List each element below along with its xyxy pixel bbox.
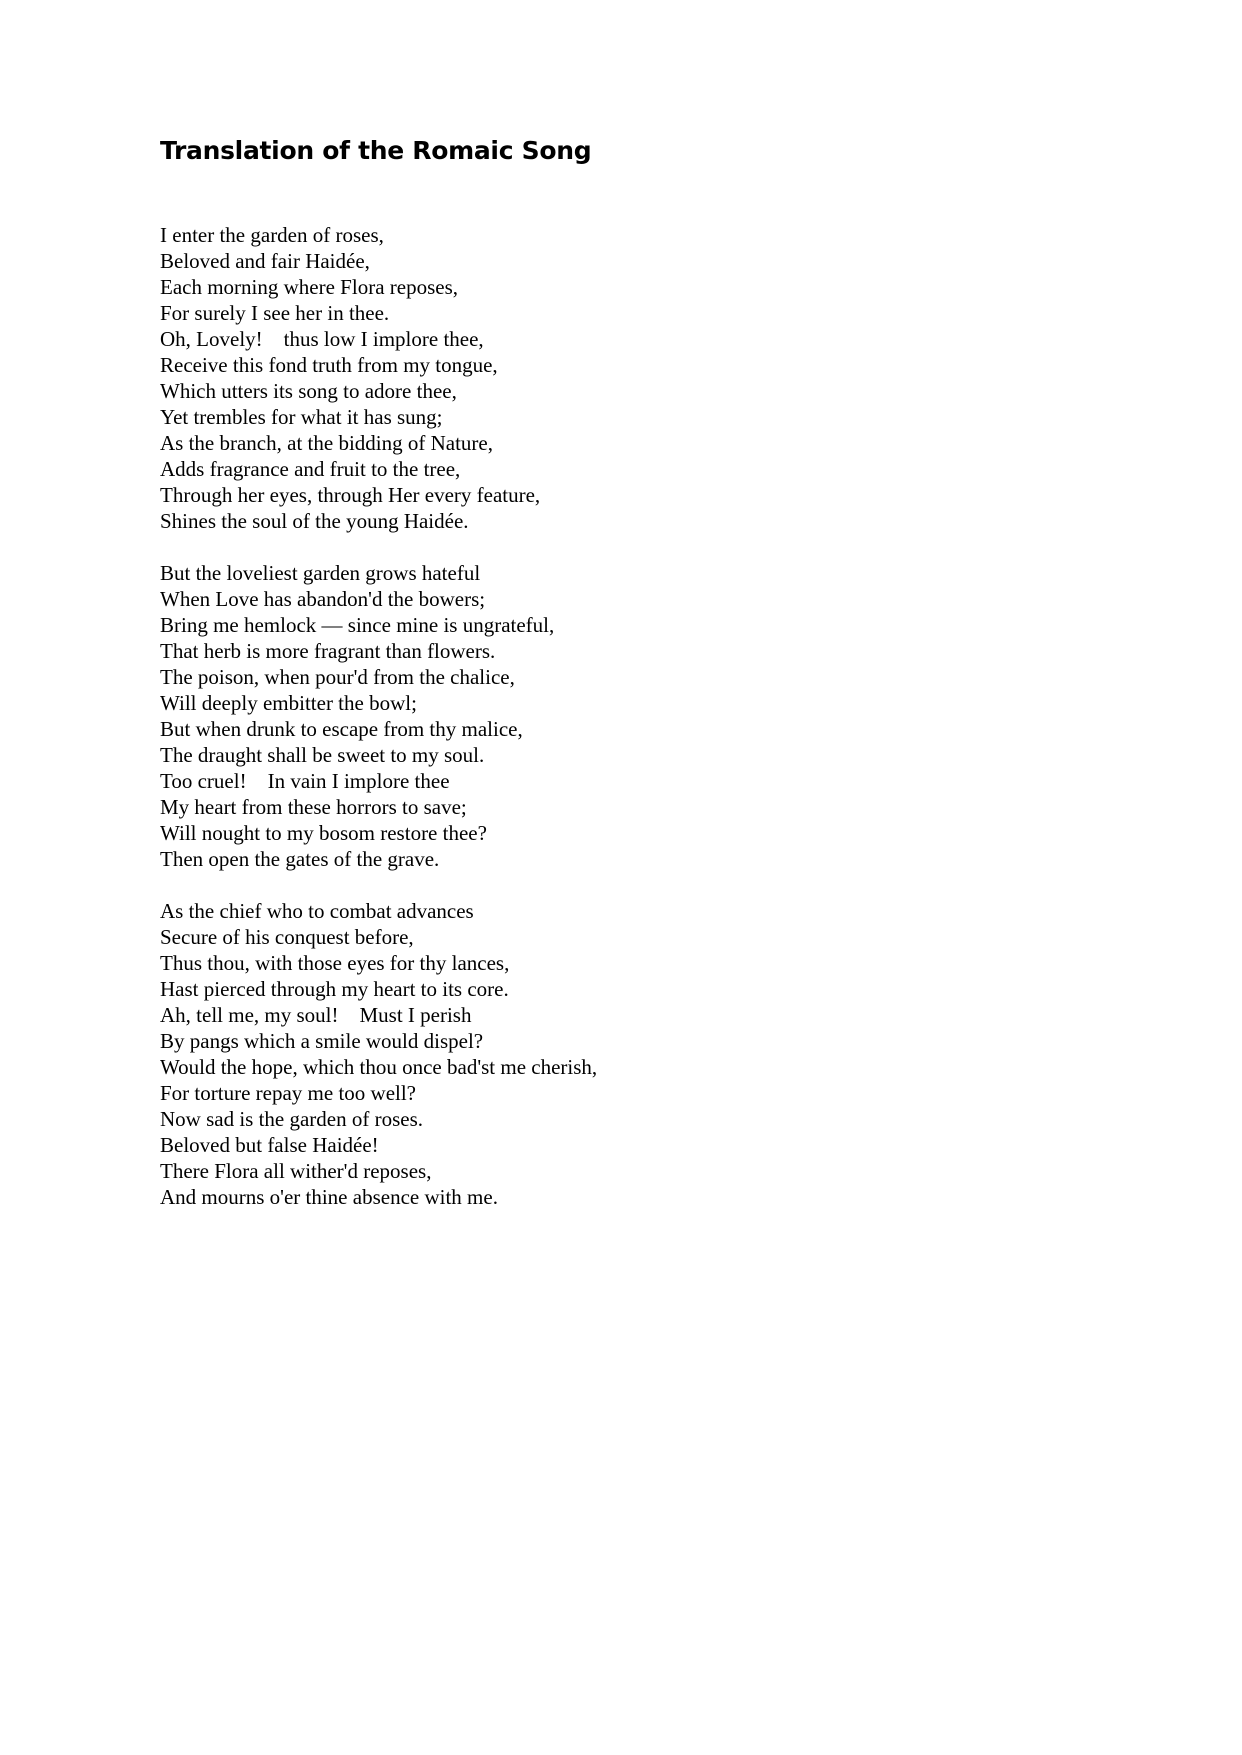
poem-line: Yet trembles for what it has sung; xyxy=(160,405,443,429)
stanza-2 xyxy=(160,560,597,872)
poem-line: Will deeply embitter the bowl; xyxy=(160,691,417,715)
poem-line: There Flora all wither'd reposes, xyxy=(160,1159,432,1183)
poem-line: The draught shall be sweet to my soul. xyxy=(160,743,485,767)
poem-line: Then open the gates of the grave. xyxy=(160,847,440,871)
poem-line: As the chief who to combat advances xyxy=(160,899,474,923)
poem-line: Too cruel! In vain I implore thee xyxy=(160,769,450,793)
poem-line: Now sad is the garden of roses. xyxy=(160,1107,424,1131)
document-title: Translation of the Romaic Song xyxy=(160,136,592,165)
poem-line: Which utters its song to adore thee, xyxy=(160,379,457,403)
poem-line: But when drunk to escape from thy malice, xyxy=(160,717,523,741)
stanza-1 xyxy=(160,222,597,534)
poem-line: Beloved and fair Haidée, xyxy=(160,249,370,273)
poem-line: As the branch, at the bidding of Nature, xyxy=(160,431,493,455)
poem-line: Beloved but false Haidée! xyxy=(160,1133,379,1157)
poem-line: Bring me hemlock — since mine is ungrateful, xyxy=(160,613,555,637)
poem-line: For torture repay me too well? xyxy=(160,1081,416,1105)
poem-line: By pangs which a smile would dispel? xyxy=(160,1029,484,1053)
poem-line: Adds fragrance and fruit to the tree, xyxy=(160,457,461,481)
poem-line: When Love has abandon'd the bowers; xyxy=(160,587,486,611)
poem-line: But the loveliest garden grows hateful xyxy=(160,561,481,585)
poem-line: Will nought to my bosom restore thee? xyxy=(160,821,487,845)
poem-line: Each morning where Flora reposes, xyxy=(160,275,458,299)
poem-line: Through her eyes, through Her every feature, xyxy=(160,483,541,507)
poem-line: Secure of his conquest before, xyxy=(160,925,414,949)
poem-line: For surely I see her in thee. xyxy=(160,301,390,325)
poem-line: Receive this fond truth from my tongue, xyxy=(160,353,498,377)
poem-line: My heart from these horrors to save; xyxy=(160,795,467,819)
poem-line: That herb is more fragrant than flowers. xyxy=(160,639,496,663)
poem-line: And mourns o'er thine absence with me. xyxy=(160,1185,498,1209)
poem-line: Thus thou, with those eyes for thy lances, xyxy=(160,951,510,975)
poem-line: Hast pierced through my heart to its core. xyxy=(160,977,509,1001)
poem-line: Oh, Lovely! thus low I implore thee, xyxy=(160,327,484,351)
poem-line: Ah, tell me, my soul! Must I perish xyxy=(160,1003,472,1027)
poem-line: Would the hope, which thou once bad'st me cherish, xyxy=(160,1055,598,1079)
poem-line: I enter the garden of roses, xyxy=(160,223,384,247)
poem-line: Shines the soul of the young Haidée. xyxy=(160,509,469,533)
stanza-3 xyxy=(160,898,597,1210)
poem-body xyxy=(160,222,597,1236)
poem-line: The poison, when pour'd from the chalice, xyxy=(160,665,515,689)
